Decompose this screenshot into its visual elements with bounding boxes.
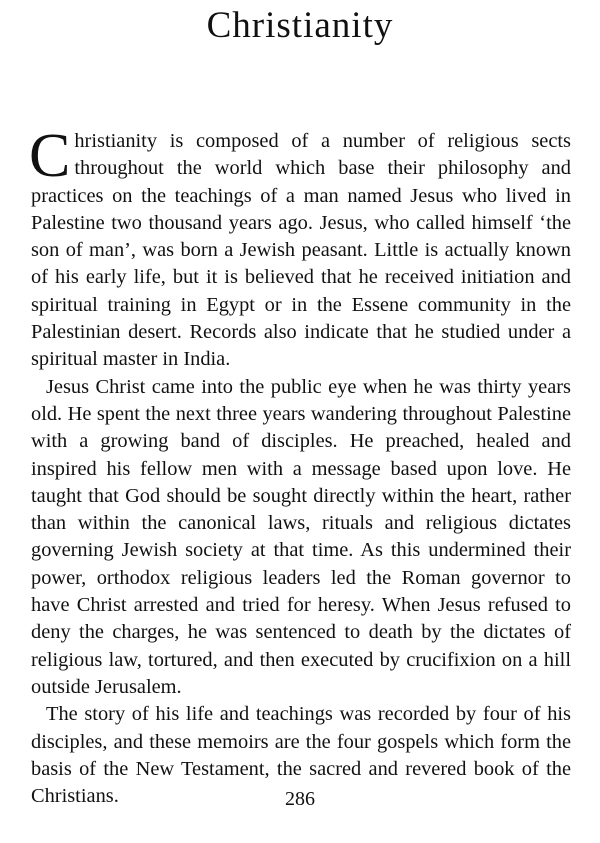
page-number: 286 [285,788,315,810]
paragraph-3: The story of his life and teachings was recorded by four of his disciples, and these memoirs are the four gospels which form the basis of the New Testament, the sacred and revered book of the Christians. [31,703,571,808]
body-text [29,122,571,810]
paragraph-2: Jesus Christ came into the public eye when he was thirty years old. He spent the next three years wandering throughout Palestine with a growing band of disciples. He preached, healed and inspired his fellow men with a message based upon love. He taught that God should be sought directly within the heart, rather than within the canonical laws, rituals and religious dictates governing Jewish society at that time. As this undermined their power, orthodox religious leaders led the Roman governor to have Christ arrested and tried for heresy. When Jesus refused to deny the charges, he was sentenced to death by the dictates of religious law, tortured, and then executed by crucifixion on a hill outside Jerusalem. [31,375,571,698]
chapter-title: Christianity [206,5,394,46]
drop-cap: C [29,122,71,190]
paragraph-1-text: hristianity is composed of a number of religious sects throughout the world which base their philosophy and practices on the teachings of a man named Jesus who lived in Palestine two thousand years ago. Jesus, who called himself ‘the son of man’, was born a Jewish peasant. Little is actually known of his early life, but it is believed that he received initiation and spiritual training in Egypt or in the Essene community in the Palestinian desert. Records also indicate that he studied under a spiritual master in India. [31,130,571,371]
paragraph-1 [29,122,571,374]
